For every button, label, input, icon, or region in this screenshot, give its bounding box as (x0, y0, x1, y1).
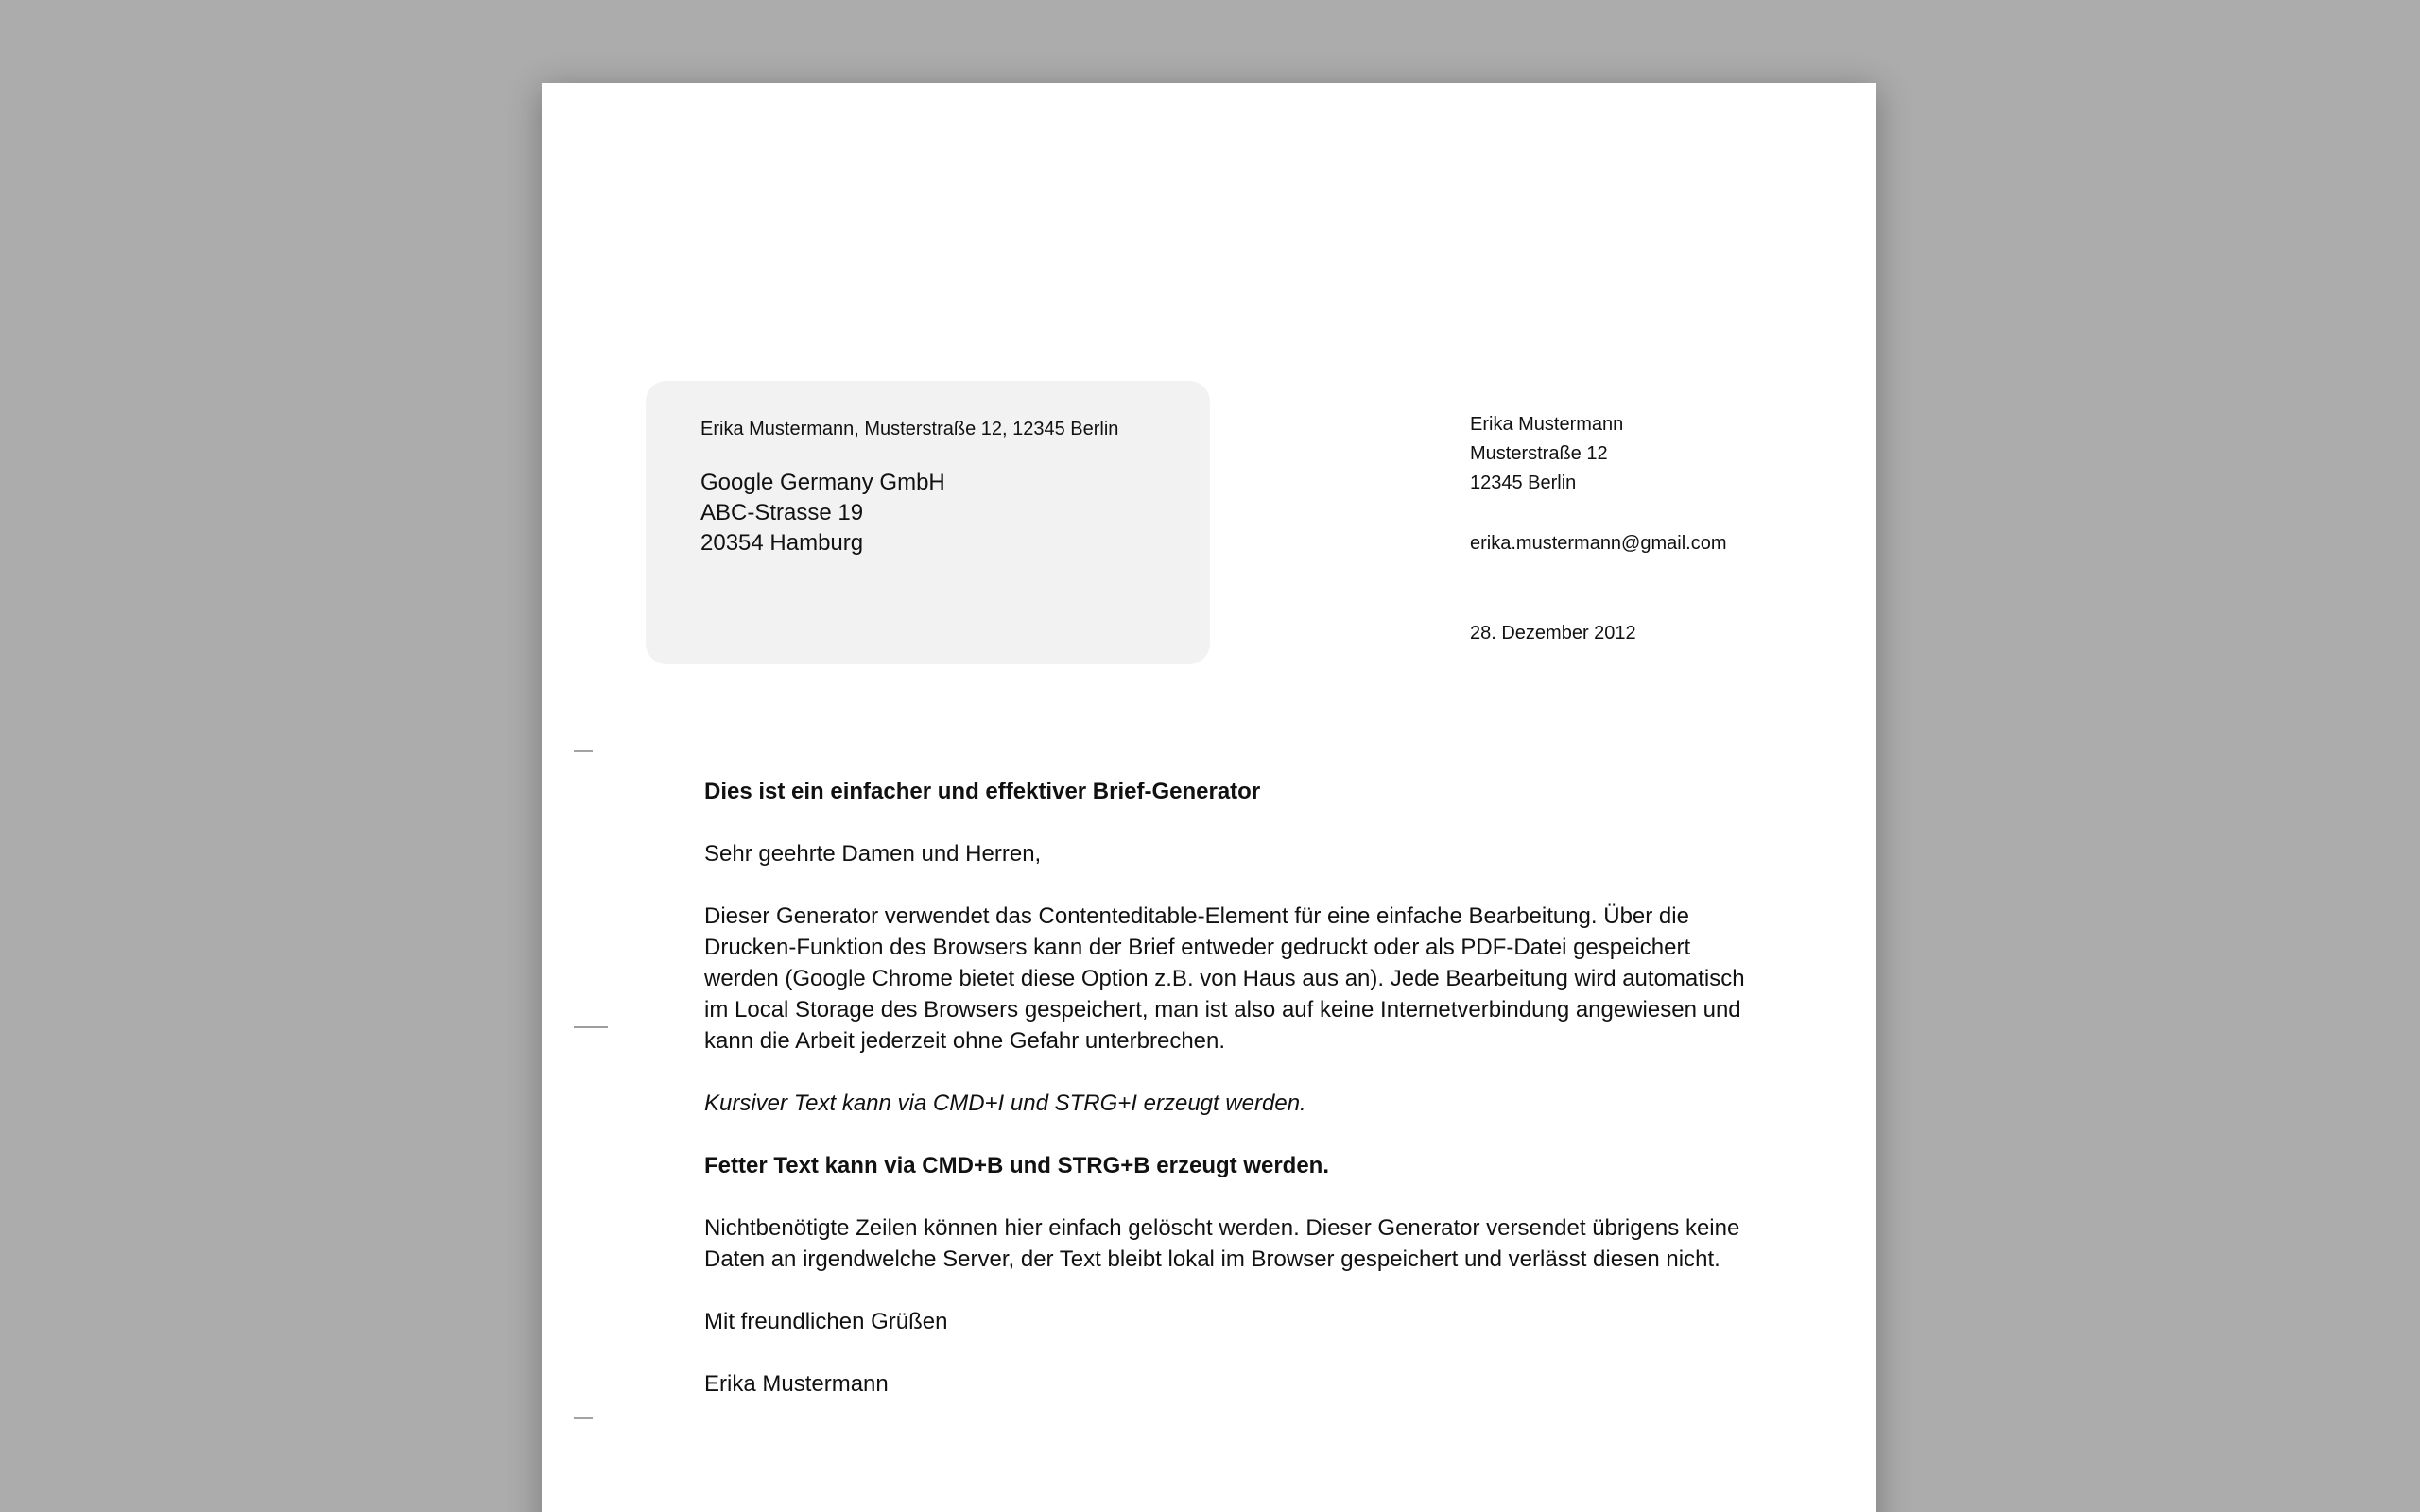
sender-email[interactable]: erika.mustermann@gmail.com (1470, 533, 1727, 554)
letter-body-editor[interactable] (704, 776, 1761, 1431)
address-window-box[interactable] (646, 381, 1210, 664)
letter-date[interactable]: 28. Dezember 2012 (1470, 623, 1636, 644)
sender-name[interactable]: Erika Mustermann (1470, 414, 1624, 435)
signature-name[interactable]: Erika Mustermann (704, 1371, 889, 1397)
subject-line[interactable]: Dies ist ein einfacher und effektiver Brief-Generator (704, 779, 1261, 804)
recipient-line-street[interactable]: ABC-Strasse 19 (700, 500, 864, 525)
italic-example-line[interactable]: Kursiver Text kann via CMD+I und STRG+I erzeugt werden. (704, 1091, 1306, 1116)
recipient-line-company[interactable]: Google Germany GmbH (700, 470, 945, 495)
paragraph-privacy[interactable]: Nichtbenötigte Zeilen können hier einfach gelöscht werden. Dieser Generator versendet übrigens keine Daten an irgendwelche Server, der Text bleibt lokal im Browser gespeichert und verlässt diesen nicht. (704, 1215, 1740, 1272)
closing-line[interactable]: Mit freundlichen Grüßen (704, 1309, 948, 1334)
sender-street[interactable]: Musterstraße 12 (1470, 443, 1608, 464)
letter-page (542, 83, 1876, 1512)
recipient-line-city[interactable]: 20354 Hamburg (700, 530, 864, 556)
return-address-line[interactable]: Erika Mustermann, Musterstraße 12, 12345 Berlin (700, 419, 1119, 439)
fold-mark-top (574, 750, 593, 752)
salutation[interactable]: Sehr geehrte Damen und Herren, (704, 841, 1042, 867)
fold-mark-bottom (574, 1418, 593, 1419)
hole-punch-mark (574, 1026, 608, 1028)
paragraph-intro[interactable]: Dieser Generator verwendet das Contenteditable-Element für eine einfache Bearbeitung. Über die Drucken-Funktion des Browsers kann der Brief entweder gedruckt oder als PDF-Datei gespeichert werden (Google Chrome bietet diese Option z.B. von Haus aus an). Jede Bearbeitung wird automatisch im Local Storage des Browsers gespeichert, man ist also auf keine Internetverbindung angewiesen und kann die Arbeit jederzeit ohne Gefahr unterbrechen. (704, 903, 1745, 1054)
sender-info-block[interactable] (1470, 410, 1727, 648)
recipient-address[interactable] (700, 468, 1155, 558)
bold-example-line[interactable]: Fetter Text kann via CMD+B und STRG+B erzeugt werden. (704, 1153, 1330, 1178)
sender-city[interactable]: 12345 Berlin (1470, 472, 1577, 493)
